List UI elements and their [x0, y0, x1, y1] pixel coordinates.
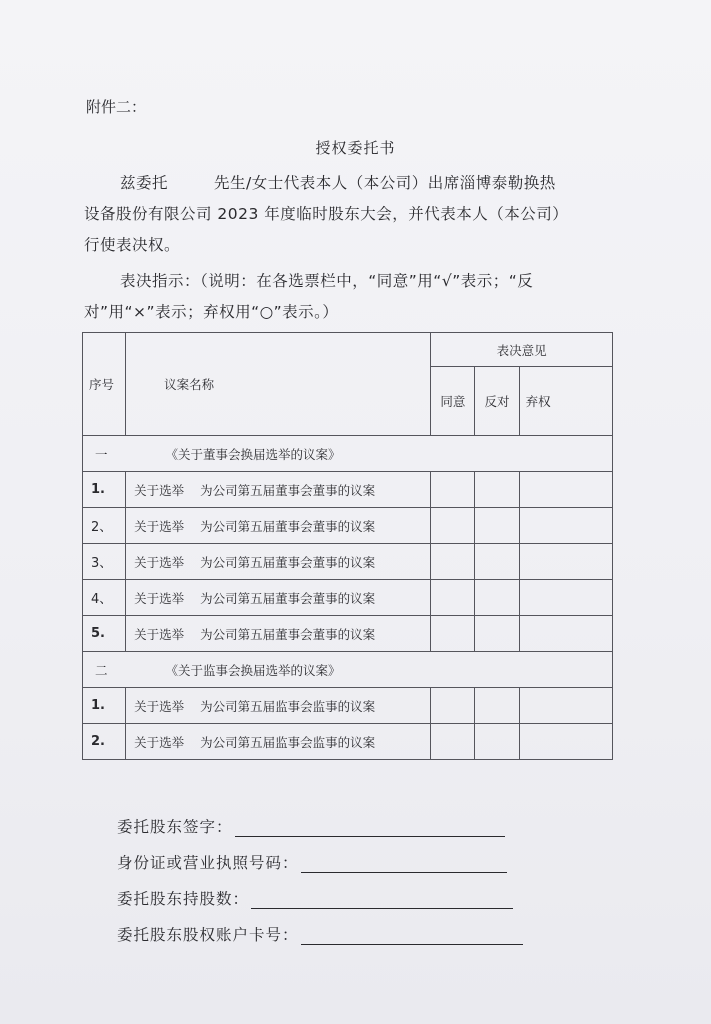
row-name: 关于选举 为公司第五届董事会董事的议案 [126, 544, 431, 580]
table-row [83, 472, 613, 508]
agree-cell[interactable] [431, 688, 475, 724]
row-name: 关于选举 为公司第五届监事会监事的议案 [126, 688, 431, 724]
abstain-cell[interactable] [519, 616, 612, 652]
account-number-field [117, 923, 523, 945]
intro-paragraph [84, 168, 624, 261]
header-agree: 同意 [431, 367, 475, 436]
row-name: 关于选举 为公司第五届董事会董事的议案 [126, 472, 431, 508]
section-title: 《关于监事会换届选举的议案》 [165, 662, 341, 678]
instruction-line-2: 对”用“×”表示；弃权用“○”表示。） [84, 303, 339, 321]
section-no: 二 [95, 662, 108, 678]
abstain-cell[interactable] [519, 472, 612, 508]
row-no: 2、 [83, 508, 126, 544]
share-count-field [117, 887, 513, 909]
intro-part-1: 兹委托 [120, 174, 169, 192]
attachment-label: 附件二： [86, 98, 147, 116]
header-abstain: 弃权 [519, 367, 612, 436]
intro-part-2: 先生/女士代表本人（本公司）出席淄博泰勒换热 [214, 174, 556, 192]
header-name: 议案名称 [126, 333, 431, 436]
intro-line-1 [84, 168, 624, 199]
instruction-paragraph [84, 266, 624, 328]
abstain-cell[interactable] [519, 580, 612, 616]
row-no: 2. [83, 724, 126, 760]
document-title: 授权委托书 [315, 139, 396, 157]
oppose-cell[interactable] [475, 544, 519, 580]
row-no: 4、 [83, 580, 126, 616]
instruction-line-1 [84, 266, 624, 297]
intro-line-2: 设备股份有限公司 2023 年度临时股东大会，并代表本人（本公司） [84, 205, 569, 223]
oppose-cell[interactable] [475, 616, 519, 652]
header-oppose: 反对 [475, 367, 519, 436]
row-no: 3、 [83, 544, 126, 580]
account-number-label: 委托股东股权账户卡号： [117, 926, 299, 944]
abstain-cell[interactable] [519, 508, 612, 544]
signature-label: 委托股东签字： [117, 818, 233, 836]
agree-cell[interactable] [431, 472, 475, 508]
agree-cell[interactable] [431, 724, 475, 760]
abstain-cell[interactable] [519, 544, 612, 580]
share-count-line[interactable] [251, 892, 513, 909]
section-row [83, 652, 613, 688]
row-name: 关于选举 为公司第五届董事会董事的议案 [126, 580, 431, 616]
abstain-cell[interactable] [519, 724, 612, 760]
agree-cell[interactable] [431, 580, 475, 616]
row-name: 关于选举 为公司第五届董事会董事的议案 [126, 508, 431, 544]
row-name: 关于选举 为公司第五届监事会监事的议案 [126, 724, 431, 760]
section-no: 一 [95, 446, 108, 462]
table-row [83, 580, 613, 616]
id-number-field [117, 851, 507, 873]
table-row [83, 724, 613, 760]
header-opinion: 表决意见 [431, 333, 613, 367]
section-row [83, 436, 613, 472]
row-no: 5. [83, 616, 126, 652]
id-number-label: 身份证或营业执照号码： [117, 854, 299, 872]
oppose-cell[interactable] [475, 472, 519, 508]
signature-field [117, 815, 505, 837]
account-number-line[interactable] [301, 928, 523, 945]
table-row [83, 544, 613, 580]
oppose-cell[interactable] [475, 688, 519, 724]
agree-cell[interactable] [431, 544, 475, 580]
intro-line-3: 行使表决权。 [84, 236, 181, 254]
table-row [83, 616, 613, 652]
section-title: 《关于董事会换届选举的议案》 [165, 446, 341, 462]
table-row [83, 688, 613, 724]
oppose-cell[interactable] [475, 508, 519, 544]
table-row [83, 508, 613, 544]
voting-table [82, 332, 613, 760]
instruction-text-1: 表决指示：（说明：在各选票栏中，“同意”用“√”表示；“反 [120, 272, 534, 290]
agree-cell[interactable] [431, 616, 475, 652]
id-number-line[interactable] [301, 856, 507, 873]
share-count-label: 委托股东持股数： [117, 890, 250, 908]
agree-cell[interactable] [431, 508, 475, 544]
header-no: 序号 [83, 333, 126, 436]
row-no: 1. [83, 472, 126, 508]
oppose-cell[interactable] [475, 724, 519, 760]
row-no: 1. [83, 688, 126, 724]
abstain-cell[interactable] [519, 688, 612, 724]
row-name: 关于选举 为公司第五届董事会董事的议案 [126, 616, 431, 652]
oppose-cell[interactable] [475, 580, 519, 616]
signature-line[interactable] [235, 820, 505, 837]
